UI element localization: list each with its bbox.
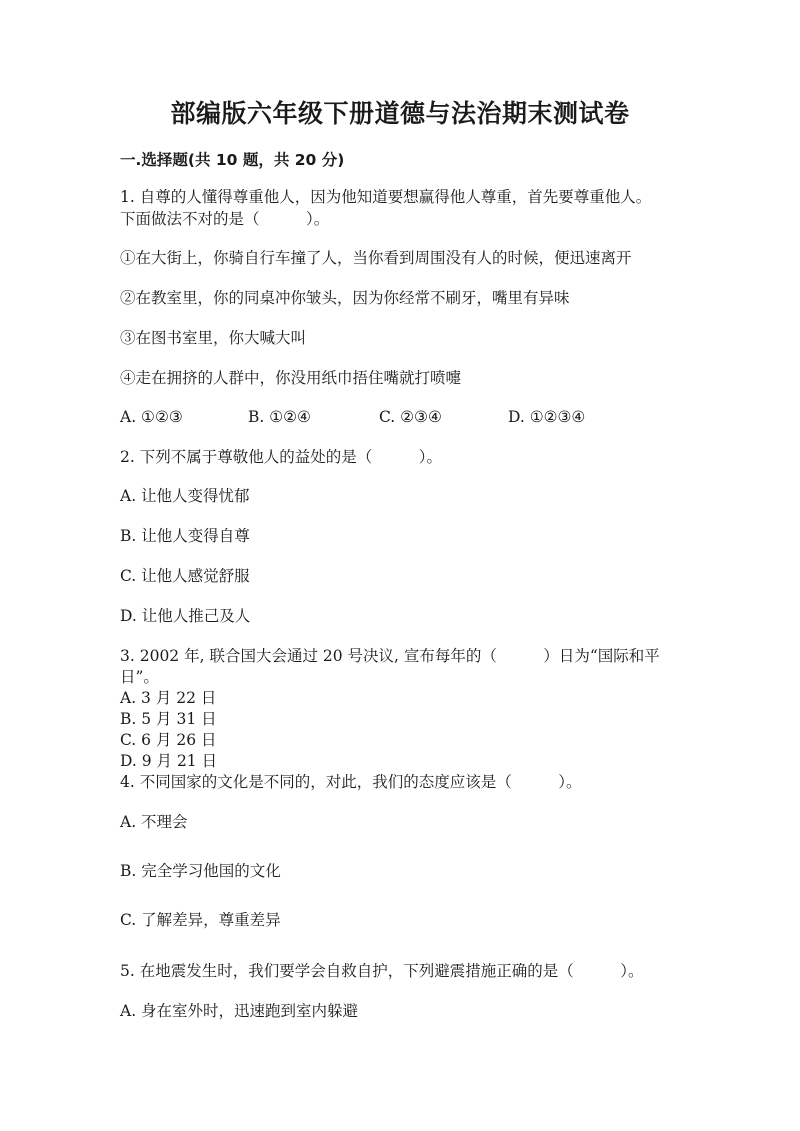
question-1-statement-3: ③在图书室里，你大喊大叫 [120, 329, 307, 347]
question-1-option-b: B. ①②④ [248, 408, 311, 426]
question-2-option-c: C. 让他人感觉舒服 [120, 567, 250, 585]
question-2-option-d: D. 让他人推己及人 [120, 607, 251, 625]
question-1-option-d: D. ①②③④ [508, 408, 586, 426]
question-3-stem-line2: 日”。 [120, 668, 159, 686]
question-4-stem: 4. 不同国家的文化是不同的，对此，我们的态度应该是（ ）。 [120, 773, 582, 791]
question-1-statement-1: ①在大街上，你骑自行车撞了人，当你看到周围没有人的时候，便迅速离开 [120, 249, 632, 267]
question-2-option-b: B. 让他人变得自尊 [120, 527, 250, 545]
question-1-statement-2: ②在教室里，你的同桌冲你皱头，因为你经常不刷牙，嘴里有异味 [120, 289, 570, 307]
question-1-stem-line2: 下面做法不对的是（ ）。 [120, 210, 330, 228]
question-3-option-c: C. 6 月 26 日 [120, 731, 217, 749]
question-3-option-a: A. 3 月 22 日 [120, 689, 217, 707]
question-5-option-a: A. 身在室外时，迅速跑到室内躲避 [120, 1002, 359, 1020]
page-title: 部编版六年级下册道德与法治期末测试卷 [170, 99, 630, 128]
question-5-stem: 5. 在地震发生时，我们要学会自救自护，下列避震措施正确的是（ ）。 [120, 962, 644, 980]
question-4-option-c: C. 了解差异，尊重差异 [120, 911, 281, 929]
question-2-option-a: A. 让他人变得忧郁 [120, 487, 250, 505]
question-3-stem-line1: 3. 2002 年, 联合国大会通过 20 号决议, 宣布每年的（ ）日为“国际和平 [120, 647, 660, 665]
question-3-option-d: D. 9 月 21 日 [120, 752, 218, 770]
question-1-option-c: C. ②③④ [379, 408, 442, 426]
section-heading: 一.选择题(共 10 题，共 20 分) [120, 151, 345, 169]
question-4-option-a: A. 不理会 [120, 813, 188, 831]
question-1-stem-line1: 1. 自尊的人懂得尊重他人，因为他知道要想赢得他人尊重，首先要尊重他人。 [120, 188, 652, 206]
question-2-stem: 2. 下列不属于尊敬他人的益处的是（ ）。 [120, 448, 442, 466]
question-4-option-b: B. 完全学习他国的文化 [120, 862, 281, 880]
question-1-option-a: A. ①②③ [120, 408, 183, 426]
question-1-statement-4: ④走在拥挤的人群中，你没用纸巾捂住嘴就打喷嚏 [120, 369, 462, 387]
question-3-option-b: B. 5 月 31 日 [120, 710, 217, 728]
